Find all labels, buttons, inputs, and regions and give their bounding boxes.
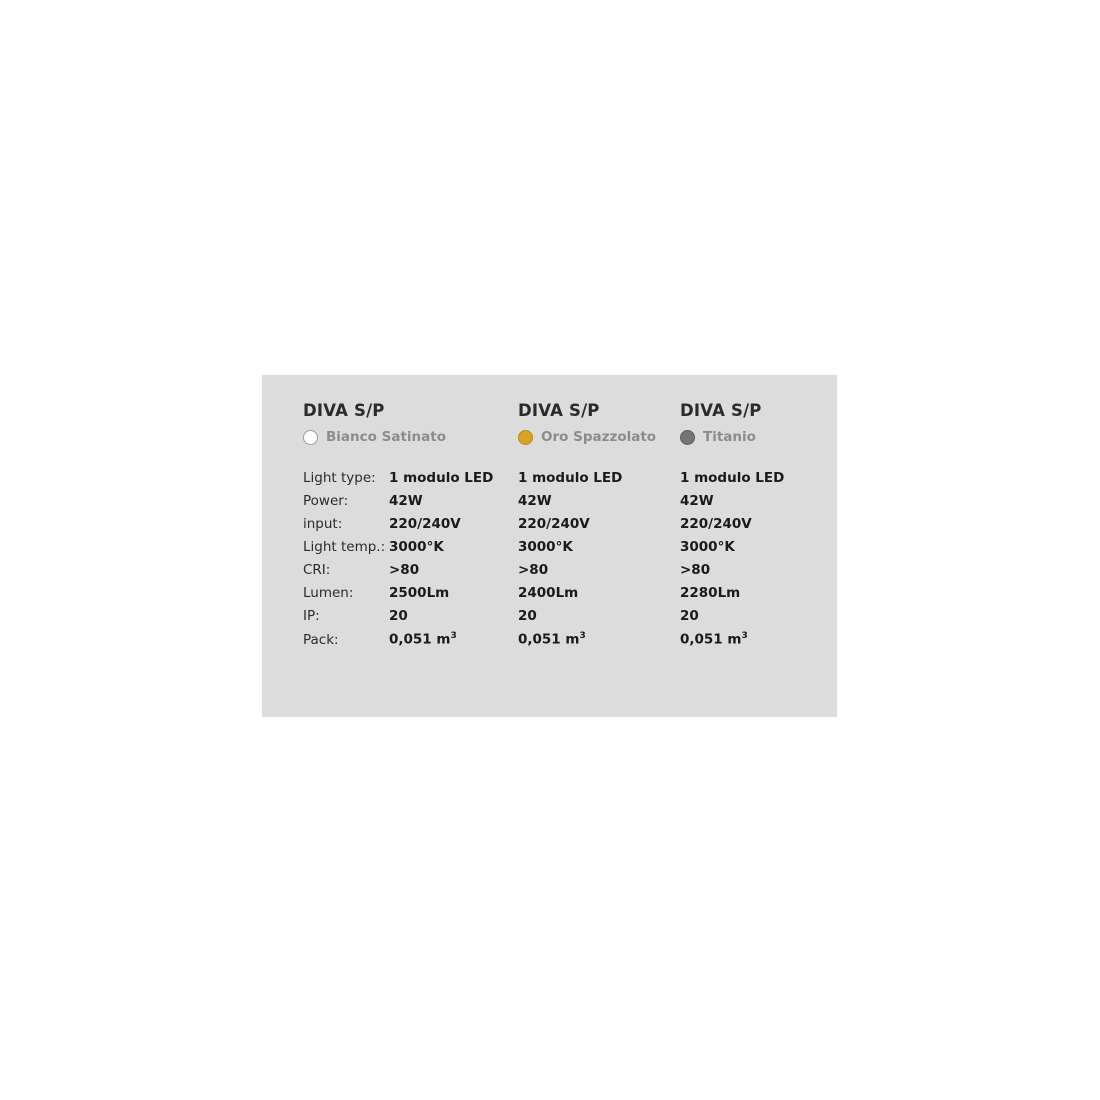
spec-value-input: 220/240V: [389, 516, 461, 532]
spec-value-light-temp: 3000°K: [518, 539, 573, 555]
variant-column-titanio: [680, 401, 842, 654]
spec-row: [680, 470, 842, 493]
spec-row: [680, 539, 842, 562]
variant-finish-label: Oro Spazzolato: [541, 429, 657, 445]
spec-row: [518, 631, 680, 654]
spec-value-pack-exponent: 3: [579, 631, 586, 641]
variant-title: DIVA S/P: [680, 401, 762, 420]
spec-row: [680, 608, 842, 631]
spec-label-ip: IP:: [303, 608, 320, 624]
spec-row: [303, 539, 518, 562]
spec-row: [518, 470, 680, 493]
spec-row: [518, 539, 680, 562]
spec-label-pack: Pack:: [303, 631, 339, 648]
spec-row: [680, 631, 842, 654]
variant-column-oro-spazzolato: [518, 401, 680, 654]
spec-row: [303, 470, 518, 493]
variant-columns: [303, 401, 842, 654]
variant-finish-label: Titanio: [703, 429, 756, 445]
spec-value-cri: >80: [389, 562, 420, 578]
spec-value-pack-text: 0,051 m: [680, 631, 742, 648]
spec-row: [518, 493, 680, 516]
product-specification-panel: [262, 375, 837, 717]
spec-value-lumen: 2500Lm: [389, 585, 450, 601]
spec-row: [303, 562, 518, 585]
variant-title: DIVA S/P: [518, 401, 600, 420]
spec-row: [303, 493, 518, 516]
variant-finish: [303, 428, 518, 446]
spec-value-input: 220/240V: [518, 516, 590, 532]
titanium-finish-swatch-icon: [680, 430, 695, 445]
spec-value-pack: [518, 631, 586, 648]
variant-finish-label: Bianco Satinato: [326, 429, 446, 445]
variant-title: DIVA S/P: [303, 401, 385, 420]
spec-value-pack-exponent: 3: [741, 631, 748, 641]
spec-row: [518, 585, 680, 608]
spec-row: [303, 585, 518, 608]
spec-value-ip: 20: [389, 608, 408, 624]
spec-row: [680, 585, 842, 608]
spec-value-power: 42W: [389, 493, 423, 509]
spec-value-pack-text: 0,051 m: [389, 631, 451, 648]
spec-value-power: 42W: [680, 493, 714, 509]
spec-value-pack-exponent: 3: [450, 631, 457, 641]
spec-row: [680, 516, 842, 539]
spec-value-lumen: 2280Lm: [680, 585, 741, 601]
spec-value-light-type: 1 modulo LED: [389, 470, 494, 486]
spec-value-lumen: 2400Lm: [518, 585, 579, 601]
spec-value-light-type: 1 modulo LED: [518, 470, 623, 486]
variant-finish: [518, 428, 680, 446]
variant-finish: [680, 428, 842, 446]
gold-finish-swatch-icon: [518, 430, 533, 445]
spec-label-light-type: Light type:: [303, 470, 376, 486]
spec-row: [303, 631, 518, 654]
spec-value-ip: 20: [680, 608, 699, 624]
spec-label-lumen: Lumen:: [303, 585, 354, 601]
spec-label-input: input:: [303, 516, 343, 532]
white-finish-swatch-icon: [303, 430, 318, 445]
spec-value-pack-text: 0,051 m: [518, 631, 580, 648]
spec-label-light-temp: Light temp.:: [303, 539, 386, 555]
spec-row: [303, 516, 518, 539]
spec-label-cri: CRI:: [303, 562, 331, 578]
spec-row: [303, 608, 518, 631]
spec-value-power: 42W: [518, 493, 552, 509]
spec-value-cri: >80: [680, 562, 711, 578]
spec-value-ip: 20: [518, 608, 537, 624]
spec-value-light-type: 1 modulo LED: [680, 470, 785, 486]
spec-row: [680, 562, 842, 585]
spec-row: [518, 516, 680, 539]
spec-value-light-temp: 3000°K: [680, 539, 735, 555]
spec-rows: [303, 470, 518, 654]
spec-value-input: 220/240V: [680, 516, 752, 532]
spec-row: [518, 608, 680, 631]
spec-row: [518, 562, 680, 585]
spec-value-cri: >80: [518, 562, 549, 578]
spec-value-pack: [389, 631, 457, 648]
spec-label-power: Power:: [303, 493, 349, 509]
spec-row: [680, 493, 842, 516]
variant-column-bianco-satinato: [303, 401, 518, 654]
spec-value-pack: [680, 631, 748, 648]
spec-rows: [680, 470, 842, 654]
spec-value-light-temp: 3000°K: [389, 539, 444, 555]
spec-rows: [518, 470, 680, 654]
